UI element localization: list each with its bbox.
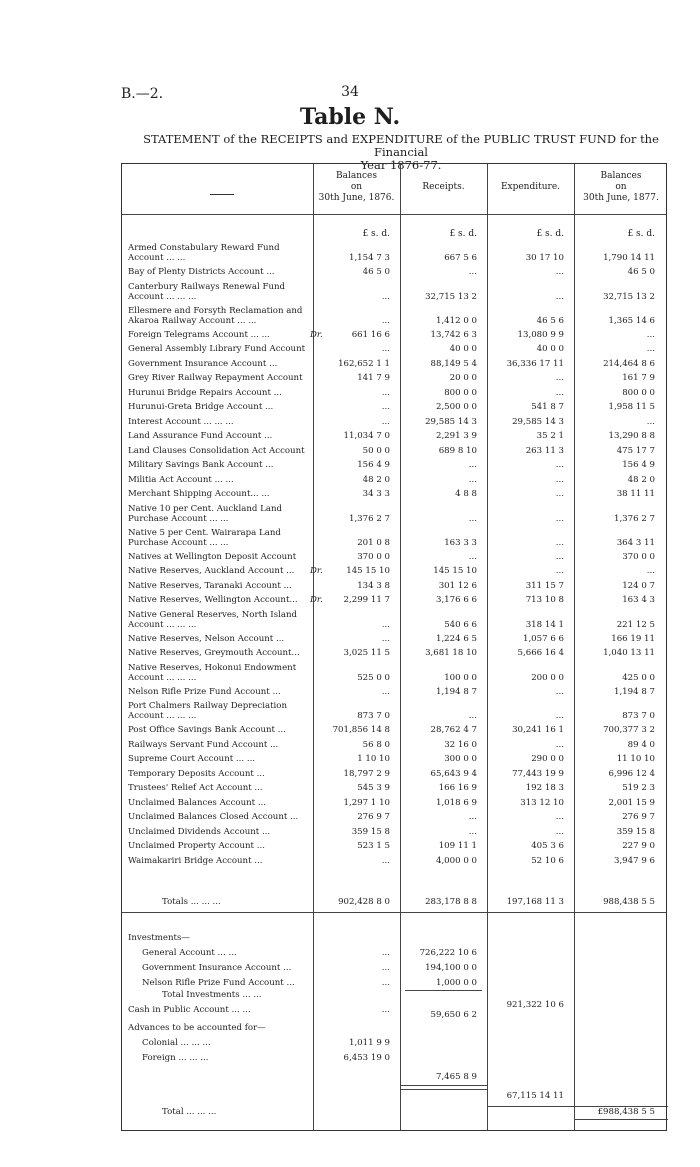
account-value-col3: ... xyxy=(555,711,564,721)
units-col4: £ s. d. xyxy=(627,229,655,239)
account-value-col3: 1,057 6 6 xyxy=(522,633,564,644)
units-col2: £ s. d. xyxy=(449,229,477,239)
account-value-col3: ... xyxy=(555,474,564,485)
account-label: Waimakariri Bridge Account ... xyxy=(128,855,263,866)
account-label: Militia Act Account ... ... xyxy=(128,474,234,485)
advance-colonial-col1: 1,011 9 9 xyxy=(348,1038,390,1048)
account-label: Interest Account ... ... ... xyxy=(128,416,234,427)
investment-general-col2: 726,222 10 6 xyxy=(419,948,477,958)
account-value-col1: 145 15 10 xyxy=(346,566,390,576)
account-value-col1: 1 10 10 xyxy=(357,754,390,764)
account-value-col2: ... xyxy=(468,513,477,524)
account-value-col1: 50 0 0 xyxy=(362,445,390,456)
col1-head-line3: 30th June, 1876. xyxy=(318,193,395,203)
total-investments-label: Total Investments ... ... xyxy=(162,990,262,1000)
account-value-col1: ... xyxy=(381,402,390,412)
account-value-col3: 36,336 17 11 xyxy=(506,358,564,369)
account-value-col1: 276 9 7 xyxy=(357,812,390,822)
account-label: Native Reserves, Wellington Account... xyxy=(128,595,298,605)
account-value-col2: ... xyxy=(468,551,477,562)
account-value-col1: 48 2 0 xyxy=(362,474,390,485)
account-value-col1: 11,034 7 0 xyxy=(343,431,390,441)
account-value-col3: 77,443 19 9 xyxy=(512,768,564,779)
account-value-col1: 1,376 2 7 xyxy=(348,513,390,524)
account-value-col4: 359 15 8 xyxy=(616,826,655,837)
col-head-receipts: Receipts. xyxy=(422,182,465,192)
account-value-col4: 800 0 0 xyxy=(622,387,655,398)
totals-rule xyxy=(122,912,666,913)
account-value-col1: 545 3 9 xyxy=(357,783,390,793)
totals-col2: 283,178 8 8 xyxy=(425,897,477,907)
account-value-col2: 13,742 6 3 xyxy=(430,329,477,340)
account-label: Temporary Deposits Account ... xyxy=(128,768,265,779)
account-value-col4: 89 4 0 xyxy=(627,739,655,750)
account-value-col3: ... xyxy=(555,826,564,837)
account-value-col1: ... xyxy=(381,291,390,302)
account-value-col4: 1,365 14 6 xyxy=(608,315,655,326)
cash-col2: 59,650 6 2 xyxy=(430,1010,477,1020)
col4-head-line2: on xyxy=(615,182,627,192)
account-value-col2: 100 0 0 xyxy=(444,672,477,683)
account-value-col2: 29,585 14 3 xyxy=(425,416,477,427)
account-value-col3: 192 18 3 xyxy=(525,783,564,793)
header-rule xyxy=(122,214,666,215)
account-label: Grey River Railway Repayment Account xyxy=(128,373,303,383)
account-value-col2: 109 11 1 xyxy=(438,841,477,851)
account-value-col2: 2,500 0 0 xyxy=(435,402,477,412)
debit-marker: Dr. xyxy=(310,595,323,605)
account-value-col4: 124 0 7 xyxy=(622,580,655,591)
account-value-col2: 1,018 6 9 xyxy=(435,797,477,808)
page-title: Table N. xyxy=(299,104,401,130)
account-value-col1: ... xyxy=(381,344,390,354)
account-label: Hurunui-Greta Bridge Account ... xyxy=(128,402,274,412)
account-value-col2: 32,715 13 2 xyxy=(425,291,477,302)
account-value-col4: 364 3 11 xyxy=(616,537,655,548)
account-value-col4: 214,464 8 6 xyxy=(603,358,655,369)
col-head-expenditure: Expenditure. xyxy=(500,182,561,192)
account-value-col3: ... xyxy=(555,387,564,398)
statement-table xyxy=(121,163,667,1131)
account-value-col4: 700,377 3 2 xyxy=(603,725,655,735)
account-value-col4: 2,001 15 9 xyxy=(608,797,655,808)
account-value-col2: 1,194 8 7 xyxy=(435,686,477,697)
account-value-col3: ... xyxy=(555,489,564,499)
account-value-col4: ... xyxy=(646,344,655,354)
account-label: Supreme Court Account ... ... xyxy=(128,754,256,764)
advances-rule-2 xyxy=(400,1089,487,1090)
account-value-col4: 425 0 0 xyxy=(622,672,655,683)
totals-col1: 902,428 8 0 xyxy=(338,897,390,907)
account-value-col2: 32 16 0 xyxy=(444,739,477,750)
account-value-col2: ... xyxy=(468,812,477,822)
advances-rule-1 xyxy=(400,1085,487,1086)
investment-insurance-col1: ... xyxy=(381,963,390,973)
account-value-col1: 201 0 8 xyxy=(357,537,390,548)
cash-col1: ... xyxy=(381,1005,390,1015)
account-label: Hurunui Bridge Repairs Account ... xyxy=(128,387,282,398)
account-value-col4: 6,996 12 4 xyxy=(608,768,655,779)
account-value-col2: ... xyxy=(468,826,477,837)
account-value-col4: 370 0 0 xyxy=(622,551,655,562)
advance-foreign-label: Foreign ... ... ... xyxy=(142,1053,209,1063)
account-label: General Assembly Library Fund Account xyxy=(128,344,306,354)
advance-foreign-col1: 6,453 19 0 xyxy=(343,1053,390,1063)
account-value-col2: 1,412 0 0 xyxy=(435,315,477,326)
account-value-col2: 2,291 3 9 xyxy=(435,431,477,441)
account-value-col3: ... xyxy=(555,513,564,524)
account-value-col2: 20 0 0 xyxy=(449,373,477,383)
account-label: Trustees' Relief Act Account ... xyxy=(128,783,263,793)
advance-colonial-label: Colonial ... ... ... xyxy=(142,1038,211,1048)
account-label: Bay of Plenty Districts Account ... xyxy=(128,267,275,277)
account-value-col4: 13,290 8 8 xyxy=(608,431,655,441)
account-value-col4: 32,715 13 2 xyxy=(603,291,655,302)
account-value-col3: 290 0 0 xyxy=(531,754,564,764)
account-value-col4: 161 7 9 xyxy=(622,373,655,383)
account-label: Military Savings Bank Account ... xyxy=(128,460,274,470)
investment-insurance-col2: 194,100 0 0 xyxy=(425,963,477,973)
doc-reference: B.—2. xyxy=(121,86,164,102)
account-label: Native 10 per Cent. Auckland Land Purchase Account ... ... xyxy=(128,503,282,524)
account-label: Foreign Telegrams Account ... ... xyxy=(128,329,270,340)
account-label: Port Chalmers Railway Depreciation Account ... ... ... xyxy=(128,701,287,721)
account-value-col1: 701,856 14 8 xyxy=(332,725,390,735)
account-value-col3: 40 0 0 xyxy=(536,344,564,354)
account-label: Natives at Wellington Deposit Account xyxy=(128,551,297,562)
account-value-col1: 1,154 7 3 xyxy=(348,253,390,263)
account-value-col1: 1,297 1 10 xyxy=(343,797,390,808)
account-value-col3: 313 12 10 xyxy=(520,797,564,808)
account-value-col2: 4 8 8 xyxy=(455,489,477,499)
account-label: Merchant Shipping Account... ... xyxy=(128,489,270,499)
account-label: Unclaimed Balances Closed Account ... xyxy=(128,812,299,822)
account-value-col3: ... xyxy=(555,739,564,750)
account-value-col2: 65,643 9 4 xyxy=(430,768,477,779)
account-value-col2: 145 15 10 xyxy=(433,566,477,576)
account-value-col1: ... xyxy=(381,686,390,697)
account-value-col3: ... xyxy=(555,373,564,383)
account-value-col3: 52 10 6 xyxy=(531,855,564,866)
account-value-col1: 3,025 11 5 xyxy=(343,648,390,658)
account-value-col2: 301 12 6 xyxy=(438,580,477,591)
units-col1: £ s. d. xyxy=(362,229,390,239)
cash-label: Cash in Public Account ... ... xyxy=(128,1005,251,1015)
account-value-col3: 405 3 6 xyxy=(531,841,564,851)
account-value-col1: 56 8 0 xyxy=(362,739,390,750)
account-value-col2: 88,149 5 4 xyxy=(430,358,477,369)
label-column-dash xyxy=(210,194,234,195)
total-investments-col3: 921,322 10 6 xyxy=(506,1000,564,1010)
account-value-col1: 523 1 5 xyxy=(357,841,390,851)
col-rule-4 xyxy=(574,164,575,1130)
totals-label: Totals ... ... ... xyxy=(162,897,221,907)
debit-marker: Dr. xyxy=(310,566,323,576)
account-label: Canterbury Railways Renewal Fund Account ... ... ... xyxy=(128,281,286,302)
col-rule-2 xyxy=(400,164,401,1130)
account-value-col3: 541 8 7 xyxy=(531,402,564,412)
account-value-col4: 38 11 11 xyxy=(616,489,655,499)
totals-col3: 197,168 11 3 xyxy=(506,897,564,907)
account-label: Government Insurance Account ... xyxy=(128,358,278,369)
account-value-col4: 48 2 0 xyxy=(627,474,655,485)
account-value-col1: 2,299 11 7 xyxy=(343,595,390,605)
account-value-col4: 3,947 9 6 xyxy=(613,855,655,866)
account-value-col3: ... xyxy=(555,537,564,548)
account-value-col1: 18,797 2 9 xyxy=(343,768,390,779)
advances-col2: 7,465 8 9 xyxy=(435,1072,477,1082)
col-head-balances-1876 xyxy=(313,171,400,204)
units-col3: £ s. d. xyxy=(536,229,564,239)
account-value-col4: 1,958 11 5 xyxy=(608,402,655,412)
account-label: Native Reserves, Greymouth Account... xyxy=(128,648,300,658)
subtitle-line-2: Year 1876-77. xyxy=(360,158,442,172)
account-value-col1: ... xyxy=(381,416,390,427)
account-value-col1: 873 7 0 xyxy=(357,711,390,721)
page-number: 34 xyxy=(341,84,359,100)
subtitle-line-1: STATEMENT of the RECEIPTS and EXPENDITURE of the PUBLIC TRUST FUND for the Financial xyxy=(143,132,659,159)
account-label: Native Reserves, Hokonui Endowment Account ... ... ... xyxy=(128,662,297,683)
grand-total-col4: £988,438 5 5 xyxy=(597,1107,655,1117)
account-label: Native General Reserves, North Island Account ... ... ... xyxy=(128,609,298,630)
account-value-col3: 713 10 8 xyxy=(525,595,564,605)
account-label: Unclaimed Property Account ... xyxy=(128,841,265,851)
account-value-col2: 40 0 0 xyxy=(449,344,477,354)
account-value-col2: 28,762 4 7 xyxy=(430,725,477,735)
account-value-col2: ... xyxy=(468,267,477,277)
account-value-col3: 318 14 1 xyxy=(525,619,564,630)
account-value-col2: 3,176 6 6 xyxy=(435,595,477,605)
col4-head-line1: Balances xyxy=(600,171,642,181)
account-value-col3: 29,585 14 3 xyxy=(512,416,564,427)
account-value-col4: 46 5 0 xyxy=(627,267,655,277)
account-label: Unclaimed Balances Account ... xyxy=(128,797,267,808)
account-value-col1: 370 0 0 xyxy=(357,551,390,562)
account-value-col1: 162,652 1 1 xyxy=(338,358,390,369)
account-value-col3: 46 5 6 xyxy=(536,315,564,326)
account-value-col3: ... xyxy=(555,460,564,470)
account-value-col1: 156 4 9 xyxy=(357,460,390,470)
account-value-col2: 689 8 10 xyxy=(438,445,477,456)
account-value-col2: 800 0 0 xyxy=(444,387,477,398)
account-value-col2: 166 16 9 xyxy=(438,783,477,793)
account-value-col4: 1,376 2 7 xyxy=(613,513,655,524)
col4-head-line3: 30th June, 1877. xyxy=(583,193,659,203)
account-value-col4: 11 10 10 xyxy=(616,754,655,764)
account-label: Armed Constabulary Reward Fund Account ... ... xyxy=(128,243,280,263)
col-rule-3 xyxy=(487,164,488,1130)
investments-heading: Investments— xyxy=(128,933,190,943)
grand-total-underline xyxy=(574,1119,668,1120)
account-value-col3: 30 17 10 xyxy=(525,253,564,263)
investment-nelson-label: Nelson Rifle Prize Fund Account ... xyxy=(142,978,295,988)
account-value-col3: ... xyxy=(555,291,564,302)
account-value-col2: 4,000 0 0 xyxy=(435,855,477,866)
account-label: Land Assurance Fund Account ... xyxy=(128,431,273,441)
account-value-col4: 166 19 11 xyxy=(611,633,655,644)
account-label: Unclaimed Dividends Account ... xyxy=(128,826,271,837)
account-value-col2: ... xyxy=(468,711,477,721)
account-value-col1: ... xyxy=(381,387,390,398)
account-value-col4: 1,040 13 11 xyxy=(603,648,655,658)
account-label: Nelson Rifle Prize Fund Account ... xyxy=(128,686,281,697)
account-value-col4: 276 9 7 xyxy=(622,812,655,822)
account-value-col4: ... xyxy=(646,566,655,576)
account-value-col4: 227 9 0 xyxy=(622,841,655,851)
account-value-col3: 13,080 9 9 xyxy=(517,329,564,340)
investment-general-label: General Account ... ... xyxy=(142,948,237,958)
debit-marker: Dr. xyxy=(310,329,323,340)
account-value-col2: 300 0 0 xyxy=(444,754,477,764)
account-label: Native Reserves, Taranaki Account ... xyxy=(128,580,292,591)
account-value-col2: 163 3 3 xyxy=(444,537,477,548)
account-value-col3: 5,666 16 4 xyxy=(517,648,564,658)
account-value-col4: 1,194 8 7 xyxy=(613,686,655,697)
account-label: Post Office Savings Bank Account ... xyxy=(128,725,286,735)
investments-subtotal-rule xyxy=(405,990,482,991)
account-value-col2: 540 6 6 xyxy=(444,619,477,630)
account-value-col1: ... xyxy=(381,633,390,644)
account-value-col3: ... xyxy=(555,551,564,562)
col1-head-line2: on xyxy=(350,182,363,192)
account-value-col4: ... xyxy=(646,329,655,340)
account-value-col1: 34 3 3 xyxy=(362,489,390,499)
investment-insurance-label: Government Insurance Account ... xyxy=(142,963,292,973)
account-value-col2: ... xyxy=(468,460,477,470)
account-value-col2: 3,681 18 10 xyxy=(425,648,477,658)
account-value-col3: ... xyxy=(555,566,564,576)
col-head-balances-1877 xyxy=(574,171,668,204)
account-value-col1: 525 0 0 xyxy=(357,672,390,683)
advances-heading: Advances to be accounted for— xyxy=(128,1023,266,1033)
account-value-col4: 475 17 7 xyxy=(616,445,655,456)
account-value-col2: 1,224 6 5 xyxy=(435,633,477,644)
account-value-col1: 134 3 8 xyxy=(357,580,390,591)
account-value-col1: 141 7 9 xyxy=(357,373,390,383)
account-value-col1: 359 15 8 xyxy=(351,826,390,837)
investment-general-col1: ... xyxy=(381,948,390,958)
account-label: Ellesmere and Forsyth Reclamation and Akaroa Railway Account ... ... xyxy=(128,305,303,326)
col1-head-line1: Balances xyxy=(335,171,377,181)
account-value-col4: 873 7 0 xyxy=(622,711,655,721)
account-label: Native Reserves, Nelson Account ... xyxy=(128,633,285,644)
investment-nelson-col2: 1,000 0 0 xyxy=(435,978,477,988)
grand-total-label: Total ... ... ... xyxy=(162,1107,217,1117)
account-value-col4: 156 4 9 xyxy=(622,460,655,470)
account-value-col3: ... xyxy=(555,812,564,822)
account-value-col3: 263 11 3 xyxy=(525,445,564,456)
account-value-col4: 519 2 3 xyxy=(622,783,655,793)
account-label: Land Clauses Consolidation Act Account xyxy=(128,445,305,456)
account-value-col3: 35 2 1 xyxy=(536,431,564,441)
account-value-col3: 200 0 0 xyxy=(531,672,564,683)
account-value-col2: ... xyxy=(468,474,477,485)
account-label: Native Reserves, Auckland Account ... xyxy=(128,566,295,576)
account-value-col2: 667 5 6 xyxy=(444,253,477,263)
account-value-col1: ... xyxy=(381,855,390,866)
account-value-col3: 311 15 7 xyxy=(525,580,564,591)
account-value-col4: 163 4 3 xyxy=(622,595,655,605)
totals-col4: 988,438 5 5 xyxy=(603,897,655,907)
account-value-col1: ... xyxy=(381,315,390,326)
account-value-col1: 46 5 0 xyxy=(362,267,390,277)
account-value-col3: ... xyxy=(555,686,564,697)
account-label: Railways Servant Fund Account ... xyxy=(128,739,279,750)
account-label: Native 5 per Cent. Wairarapa Land Purchase Account ... ... xyxy=(128,527,281,548)
account-value-col3: ... xyxy=(555,267,564,277)
account-value-col4: ... xyxy=(646,416,655,427)
investment-nelson-col1: ... xyxy=(381,978,390,988)
advances-col3: 67,115 14 11 xyxy=(506,1091,564,1101)
account-value-col1: ... xyxy=(381,619,390,630)
account-value-col4: 1,790 14 11 xyxy=(603,253,655,263)
account-value-col3: 30,241 16 1 xyxy=(512,725,564,735)
account-value-col4: 221 12 5 xyxy=(616,619,655,630)
account-value-col1: 661 16 6 xyxy=(351,329,390,340)
